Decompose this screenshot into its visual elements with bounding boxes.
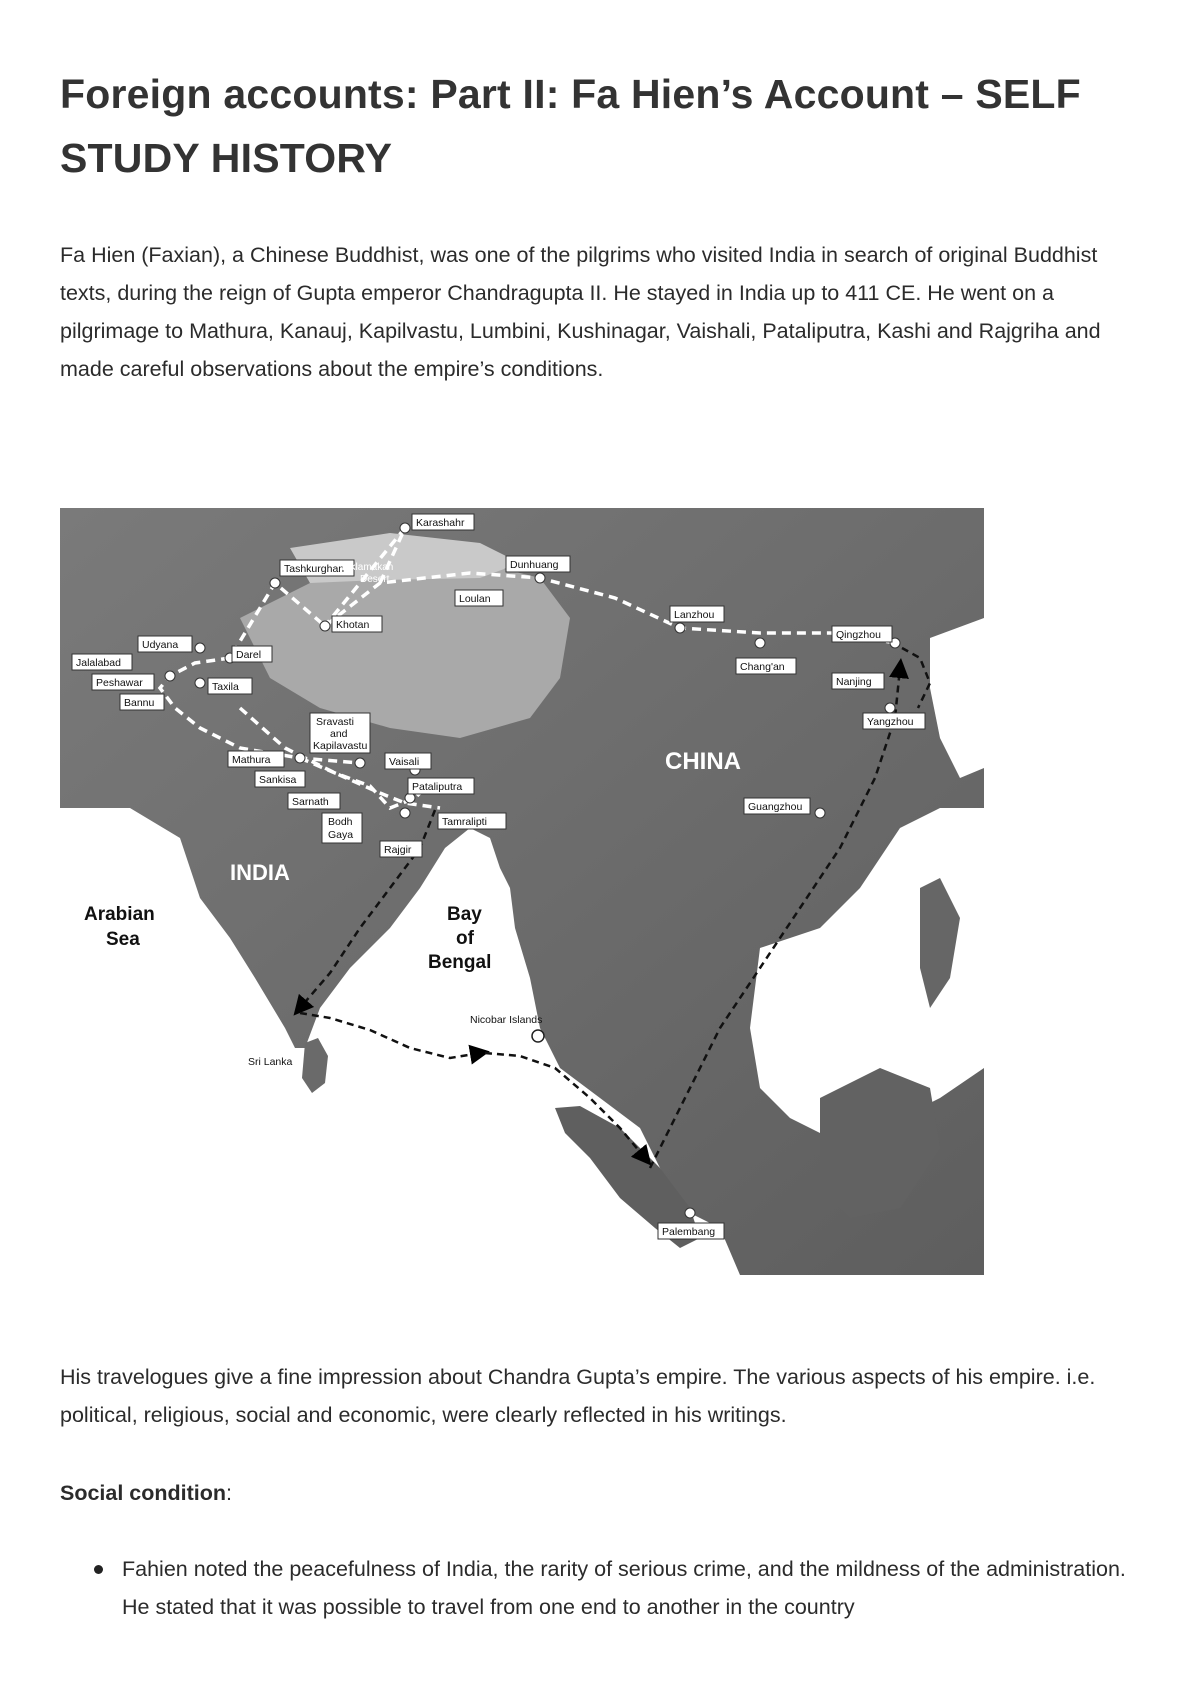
label-nanjing	[832, 673, 884, 689]
svg-text:Darel: Darel	[236, 649, 262, 661]
list-item	[60, 1550, 1140, 1626]
svg-text:Bay: Bay	[447, 904, 482, 925]
label-sarnath	[288, 793, 340, 809]
svg-text:Loulan: Loulan	[459, 593, 491, 605]
svg-text:Palembang: Palembang	[662, 1226, 716, 1238]
svg-text:Peshawar: Peshawar	[96, 677, 143, 689]
label-bodhgaya	[322, 813, 362, 843]
svg-text:Chang'an: Chang'an	[740, 661, 785, 673]
svg-text:of: of	[456, 928, 474, 949]
social-condition-heading: Social condition:	[60, 1481, 233, 1505]
svg-text:Tashkurghan: Tashkurghan	[284, 563, 345, 575]
label-lanzhou	[670, 606, 724, 622]
svg-text:Vaisali: Vaisali	[389, 756, 420, 768]
svg-text:Taxila: Taxila	[212, 681, 239, 693]
label-yangzhou	[863, 713, 925, 729]
marker-karashahr	[400, 523, 410, 533]
label-dunhuang	[506, 556, 570, 572]
svg-text:Kapilavastu: Kapilavastu	[313, 740, 368, 752]
label-changan	[736, 658, 796, 674]
svg-text:Sarnath: Sarnath	[292, 796, 329, 808]
svg-text:and: and	[330, 728, 348, 740]
svg-text:Sravasti: Sravasti	[316, 716, 354, 728]
svg-text:Gaya: Gaya	[328, 829, 354, 841]
label-bannu	[120, 694, 164, 710]
svg-text:Bodh: Bodh	[328, 816, 353, 828]
marker-udyana	[195, 643, 205, 653]
label-jalalabad	[72, 654, 132, 670]
travelogue-paragraph: His travelogues give a fine impression about Chandra Gupta’s empire. The various aspects of his empire. i.e. political, religious, social and economic, were clearly reflected in his writings.	[60, 1365, 1096, 1427]
svg-text:Jalalabad: Jalalabad	[76, 657, 121, 669]
svg-text:Qingzhou: Qingzhou	[836, 629, 881, 641]
marker-lanzhou	[675, 623, 685, 633]
label-palembang	[658, 1223, 724, 1239]
svg-text:Desert: Desert	[360, 574, 390, 585]
label-loulan	[455, 590, 503, 606]
label-karashahr-text: Karashahr	[416, 517, 465, 529]
svg-text:Nicobar Islands: Nicobar Islands	[470, 1014, 543, 1026]
label-khotan	[332, 616, 382, 632]
svg-text:Arabian: Arabian	[84, 904, 155, 925]
fa-hien-route-map	[60, 508, 984, 1275]
svg-text:Khotan: Khotan	[336, 619, 370, 631]
marker-changan	[755, 638, 765, 648]
label-qingzhou	[832, 626, 892, 642]
svg-text:Mathura: Mathura	[232, 754, 271, 766]
svg-text:Guangzhou: Guangzhou	[748, 801, 803, 813]
svg-text:Bengal: Bengal	[428, 952, 492, 973]
label-sankisa	[255, 771, 305, 787]
svg-text:Bannu: Bannu	[124, 697, 155, 709]
svg-text:INDIA: INDIA	[230, 860, 290, 885]
marker-dunhuang	[535, 573, 545, 583]
svg-text:Yangzhou: Yangzhou	[867, 716, 914, 728]
label-peshawar	[92, 674, 154, 690]
label-tamralipti	[438, 813, 506, 829]
label-udyana	[138, 636, 192, 652]
svg-text:Dunhuang: Dunhuang	[510, 559, 559, 571]
marker-sravasti	[355, 758, 365, 768]
intro-paragraph: Fa Hien (Faxian), a Chinese Buddhist, was one of the pilgrims who visited India in search of original Buddhist texts, during the reign of Gupta emperor Chandragupta II. He stayed in India up to 411 CE. He went on a pilgrimage to Mathura, Kanauj, Kapilvastu, Lumbini, Kushinagar, Vaishali, Pataliputra, Kashi and Rajgriha and made careful observations about the empire’s conditions.	[60, 243, 1101, 381]
marker-peshawar	[165, 671, 175, 681]
svg-text:Lanzhou: Lanzhou	[674, 609, 715, 621]
marker-mathura	[295, 753, 305, 763]
label-mathura	[228, 751, 284, 767]
page-title: Foreign accounts: Part II: Fa Hien’s Account – SELF STUDY HISTORY	[60, 71, 1081, 181]
svg-text:CHINA: CHINA	[665, 748, 741, 775]
svg-text:Tamralipti: Tamralipti	[442, 816, 487, 828]
label-vaisali	[385, 753, 431, 769]
label-rajgir	[380, 841, 422, 857]
label-sravasti	[310, 713, 370, 753]
svg-text:Sri Lanka: Sri Lanka	[248, 1056, 293, 1068]
marker-bodhgaya	[400, 808, 410, 818]
bullet-icon	[94, 1565, 103, 1574]
label-darel	[232, 646, 272, 662]
marker-khotan	[320, 621, 330, 631]
svg-text:Udyana: Udyana	[142, 639, 179, 651]
marker-guangzhou	[815, 808, 825, 818]
marker-tashkurghan	[270, 578, 280, 588]
svg-text:Sea: Sea	[106, 929, 140, 950]
label-karashahr	[412, 514, 474, 530]
label-pataliputra	[408, 778, 474, 794]
marker-palembang	[685, 1208, 695, 1218]
social-condition-list	[60, 1550, 1140, 1626]
label-taxila	[208, 678, 252, 694]
svg-text:Pataliputra: Pataliputra	[412, 781, 463, 793]
marker-nanjing	[885, 703, 895, 713]
list-item-text: Fahien noted the peacefulness of India, the rarity of serious crime, and the mildness of the administration. He stated that it was possible to travel from one end to another in the country	[122, 1557, 1126, 1619]
label-guangzhou	[744, 798, 810, 814]
marker-taxila	[195, 678, 205, 688]
svg-text:Taklamakan: Taklamakan	[340, 562, 394, 573]
svg-text:Nanjing: Nanjing	[836, 676, 872, 688]
svg-text:Sankisa: Sankisa	[259, 774, 297, 786]
svg-text:Rajgir: Rajgir	[384, 844, 412, 856]
